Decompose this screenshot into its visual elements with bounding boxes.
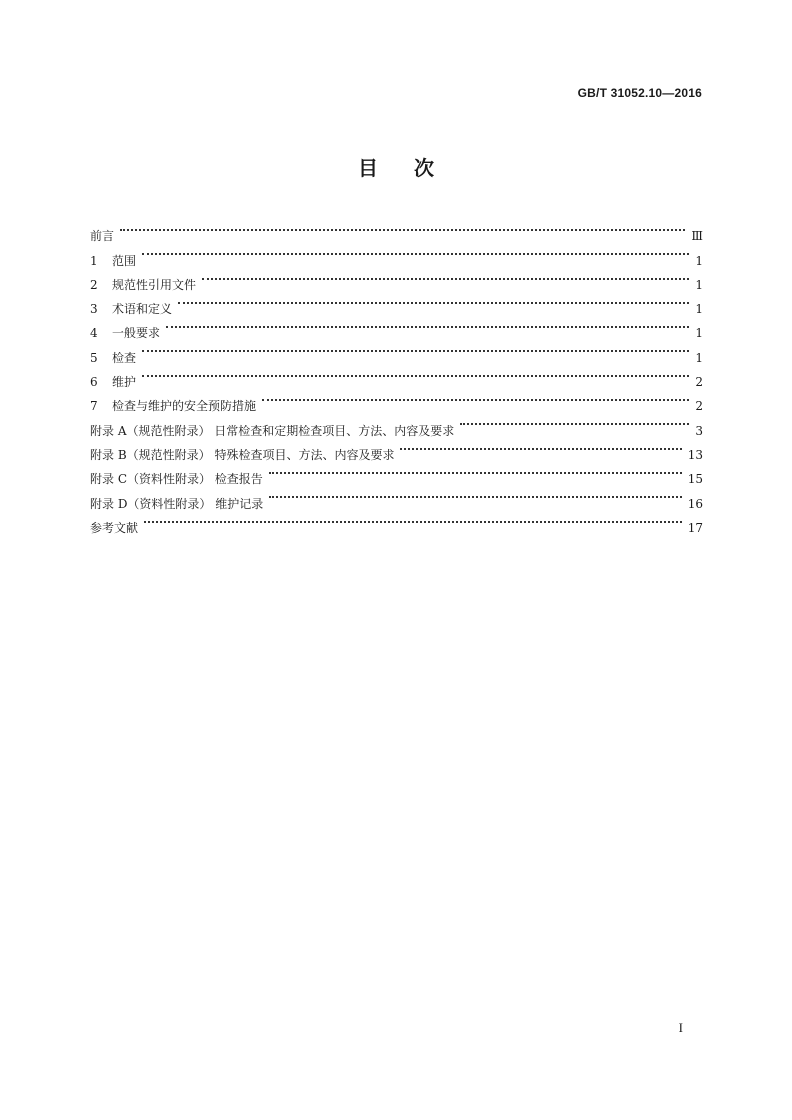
toc-dot-leader (176, 289, 691, 313)
toc-entry-label: 2 规范性引用文件 (90, 277, 197, 292)
toc-entry-safety-precautions[interactable] (90, 386, 703, 414)
toc-title-char-1: 目 (358, 156, 378, 180)
toc-title (0, 152, 792, 181)
toc-entry-label: 6 维护 (90, 375, 137, 390)
toc-entry-page: 3 (695, 423, 703, 438)
toc-entry-page: 2 (695, 399, 703, 414)
toc-entry-terms-definitions[interactable] (90, 289, 703, 317)
toc-dot-leader (140, 337, 691, 361)
toc-entry-label: 1 范围 (90, 253, 137, 268)
toc-entry-label: 3 术语和定义 (90, 302, 173, 317)
toc-entry-foreword[interactable] (90, 216, 703, 244)
toc-entry-bibliography[interactable] (90, 508, 703, 535)
toc-entry-label: 附录 C（资料性附录） 检查报告 (90, 472, 263, 487)
toc-entry-page: 1 (695, 277, 703, 292)
toc-dot-leader (260, 386, 691, 410)
toc-entry-page: Ⅲ (691, 229, 703, 244)
toc-entry-page: 15 (687, 472, 703, 487)
toc-entry-label: 5 检查 (90, 350, 137, 365)
toc-entry-page: 17 (687, 520, 703, 535)
toc-dot-leader (267, 459, 684, 483)
toc-dot-leader (142, 508, 684, 532)
toc-dot-leader (140, 362, 691, 386)
toc-entry-normative-references[interactable] (90, 265, 703, 292)
toc-entry-general-requirements[interactable] (90, 313, 703, 341)
table-of-contents (90, 216, 703, 535)
toc-entry-page: 1 (695, 302, 703, 317)
toc-entry-page: 13 (687, 447, 703, 462)
toc-entry-page: 2 (695, 375, 703, 390)
toc-dot-leader (118, 216, 687, 240)
toc-entry-label: 4 一般要求 (90, 326, 161, 341)
toc-entry-label: 附录 B（规范性附录） 特殊检查项目、方法、内容及要求 (90, 447, 395, 462)
standard-number: GB/T 31052.10—2016 (577, 86, 702, 100)
toc-entry-page: 1 (695, 326, 703, 341)
toc-dot-leader (200, 265, 691, 289)
toc-entry-label: 7 检查与维护的安全预防措施 (90, 399, 257, 414)
toc-entry-label: 参考文献 (90, 520, 139, 535)
toc-dot-leader (267, 483, 683, 507)
toc-entry-label: 前言 (90, 229, 115, 244)
toc-entry-maintenance[interactable] (90, 362, 703, 390)
toc-entry-page: 1 (695, 350, 703, 365)
toc-entry-label: 附录 D（资料性附录） 维护记录 (90, 496, 264, 511)
toc-dot-leader (164, 313, 691, 337)
toc-entry-inspection[interactable] (90, 337, 703, 365)
page-number: I (678, 1020, 683, 1035)
toc-dot-leader (398, 435, 683, 459)
toc-entry-page: 16 (687, 496, 703, 511)
toc-entry-scope[interactable] (90, 240, 703, 268)
toc-entry-page: 1 (695, 253, 703, 268)
toc-entry-label: 附录 A（规范性附录） 日常检查和定期检查项目、方法、内容及要求 (90, 423, 455, 438)
toc-dot-leader (458, 410, 691, 434)
toc-title-char-2: 次 (414, 156, 434, 180)
toc-dot-leader (140, 240, 691, 264)
